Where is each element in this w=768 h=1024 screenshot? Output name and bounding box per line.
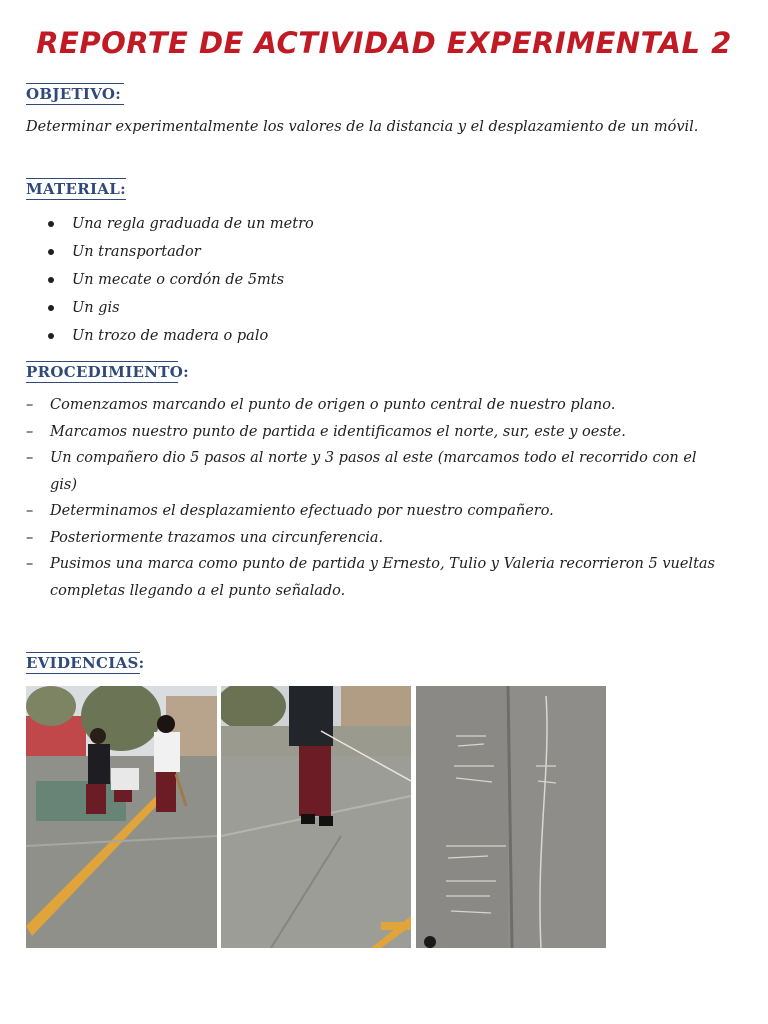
material-list: [48, 210, 314, 350]
procedimiento-step-text: Marcamos nuestro punto de partida e identificamos el norte, sur, este y oeste.: [50, 423, 626, 440]
evidencias-heading-label: EVIDENCIAS:: [26, 654, 145, 672]
heading-overline: [26, 178, 126, 179]
bullet-icon: [48, 305, 54, 311]
list-item: [48, 294, 314, 322]
procedimiento-step-text: Comenzamos marcando el punto de origen o punto central de nuestro plano.: [50, 397, 616, 413]
bullet-icon: [48, 221, 54, 227]
material-item-label: Una regla graduada de un metro: [72, 216, 314, 232]
material-item-label: Un mecate o cordón de 5mts: [72, 272, 285, 288]
dash-icon: –: [26, 529, 34, 546]
evidence-photo-students-courtyard: [26, 686, 217, 948]
heading-overline: [26, 652, 140, 653]
heading-overline: [26, 83, 124, 84]
list-item: [48, 210, 314, 238]
procedimiento-heading: [26, 361, 189, 383]
heading-underline: [26, 199, 126, 200]
dash-icon: –: [26, 503, 34, 519]
list-item: [48, 322, 314, 350]
dash-icon: –: [26, 397, 34, 413]
list-item: [26, 419, 726, 446]
procedimiento-heading-label: PROCEDIMIENTO:: [26, 363, 189, 381]
dash-icon: –: [26, 423, 34, 440]
objetivo-heading: [26, 83, 124, 105]
dash-icon: –: [26, 556, 34, 572]
list-item: [26, 445, 726, 498]
photo-illustration: [416, 686, 606, 948]
objetivo-heading-label: OBJETIVO:: [26, 85, 122, 103]
bullet-icon: [48, 249, 54, 255]
photo-illustration: [221, 686, 411, 948]
list-item: [48, 266, 314, 294]
material-heading: [26, 178, 126, 200]
photo-illustration: [26, 686, 217, 948]
procedimiento-step-text: Determinamos el desplazamiento efectuado por nuestro compañero.: [50, 503, 554, 519]
heading-underline: [26, 104, 124, 105]
material-item-label: Un transportador: [72, 244, 201, 260]
procedimiento-list: [26, 392, 726, 604]
objetivo-text: Determinar experimentalmente los valores de la distancia y el desplazamiento de un móvil.: [26, 119, 699, 135]
list-item: [26, 551, 726, 604]
list-item: [26, 525, 726, 552]
procedimiento-step-text: Posteriormente trazamos una circunferencia.: [50, 529, 384, 546]
material-item-label: Un gis: [72, 300, 120, 316]
procedimiento-step-text: Pusimos una marca como punto de partida y Ernesto, Tulio y Valeria recorrieron 5 vueltas completas llegando a el punto señalado.: [50, 556, 715, 599]
document-title: REPORTE DE ACTIVIDAD EXPERIMENTAL 2: [36, 26, 732, 60]
bullet-icon: [48, 333, 54, 339]
evidence-photos: [26, 686, 606, 948]
list-item: [26, 498, 726, 525]
procedimiento-step-text: Un compañero dio 5 pasos al norte y 3 pasos al este (marcamos todo el recorrido con el gis): [50, 450, 697, 493]
evidence-photo-student-measuring: [221, 686, 411, 948]
evidencias-heading: [26, 652, 145, 674]
heading-underline: [26, 673, 140, 674]
dash-icon: –: [26, 450, 34, 466]
evidence-photo-chalk-notes: [416, 686, 606, 948]
material-item-label: Un trozo de madera o palo: [72, 328, 269, 344]
material-heading-label: MATERIAL:: [26, 180, 126, 198]
heading-overline: [26, 361, 178, 362]
list-item: [26, 392, 726, 419]
list-item: [48, 238, 314, 266]
heading-underline: [26, 382, 178, 383]
bullet-icon: [48, 277, 54, 283]
